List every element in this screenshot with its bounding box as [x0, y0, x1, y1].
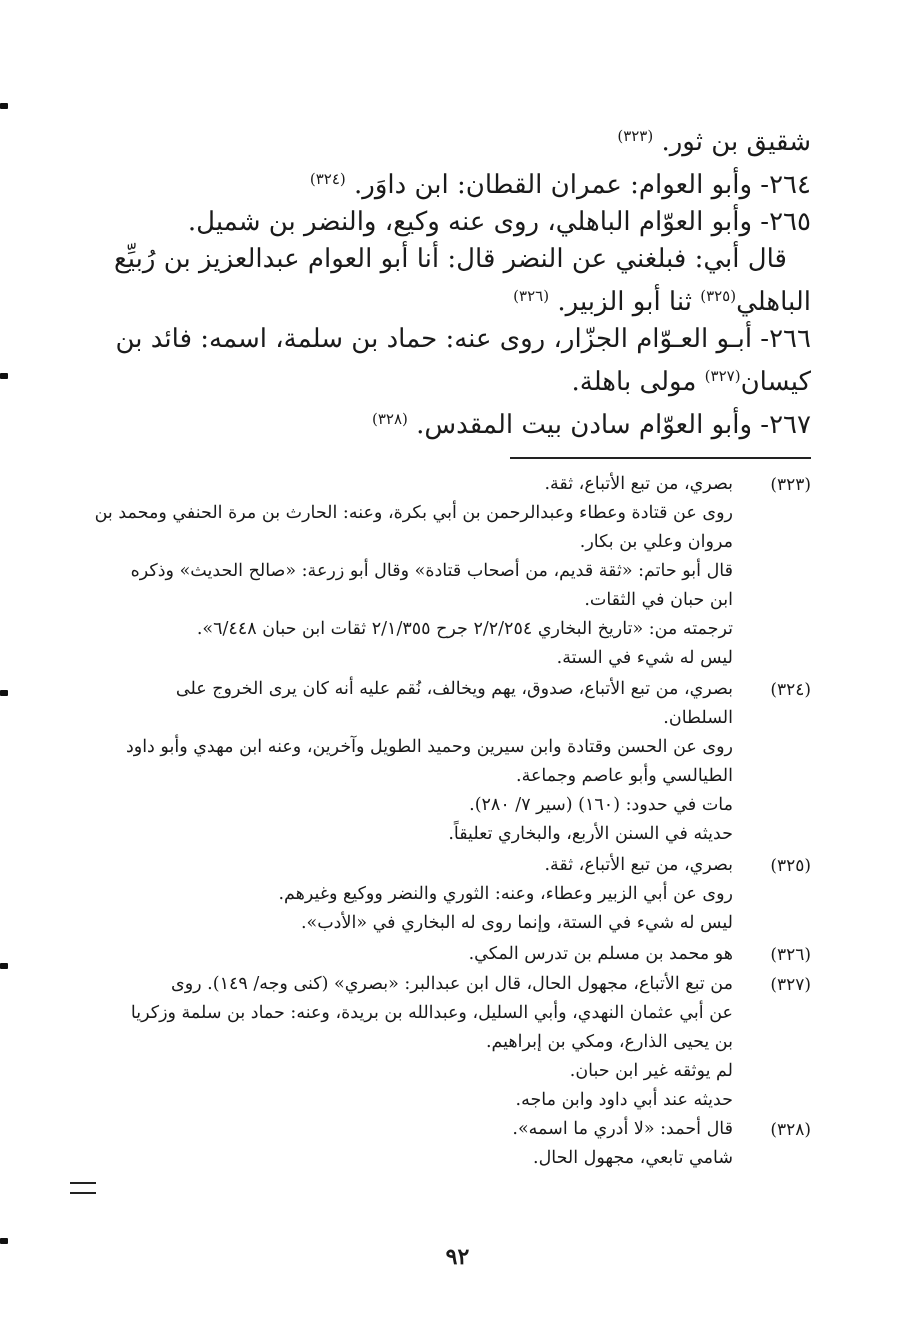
entry-265: ٢٦٥- وأبو العوّام الباهلي، روى عنه وكيع، والنضر بن شميل.: [187, 207, 811, 237]
footnote-line: ترجمته من: «تاريخ البخاري ٢/٢/٢٥٤ جرح ٢/١/٣٥٥ ثقات ابن حبان ٦/٤٤٨».: [196, 619, 733, 639]
footnote-line: من تبع الأتباع، مجهول الحال، قال ابن عبدالبر: «بصري» (كنى وجه/ ١٤٩). روى: [171, 974, 733, 994]
footnote-body: [111, 675, 733, 849]
main-line: شقيق بن ثور. $^{(٣٢٣)}$: [617, 127, 811, 157]
footnote-number: (٣٢٧): [770, 975, 811, 995]
footnote-line: قال أحمد: «لا أدري ما اسمه».: [512, 1119, 733, 1139]
footnote-body: [111, 851, 733, 938]
footnote-line: لم يوثقه غير ابن حبان.: [569, 1061, 733, 1081]
scan-edge-mark: [0, 690, 8, 696]
footnote-ref[interactable]: (٣٢٤): [309, 170, 346, 188]
main-line: الباهلي$^{(٣٢٥)}$ ثنا أبو الزبير. $^{(٣٢٦)}$: [513, 287, 811, 317]
entry-266: ٢٦٦- أبـو العـوّام الجزّار، روى عنه: حماد بن سلمة، اسمه: فائد بن: [115, 324, 811, 354]
scan-edge-mark: [0, 1238, 8, 1244]
footnote-body: [111, 1115, 733, 1173]
footnote-ref[interactable]: (٣٢٣): [617, 127, 654, 145]
footnote-line: حديثه في السنن الأربع، والبخاري تعليقاً.: [448, 824, 733, 844]
footnote-line: بصري، من تبع الأتباع، صدوق، يهم ويخالف، نُقم عليه أنه كان يرى الخروج على: [175, 679, 733, 699]
footnote-line: بصري، من تبع الأتباع، ثقة.: [544, 474, 733, 494]
footnote-number: (٣٢٥): [770, 856, 811, 876]
footnote-number: (٣٢٦): [770, 945, 811, 965]
scan-edge-mark: [0, 373, 8, 379]
main-text: [111, 118, 811, 444]
footnote-line: روى عن الحسن وقتادة وابن سيرين وحميد الطويل وآخرين، وعنه ابن مهدي وأبو داود: [125, 737, 733, 757]
main-line: كيسان$^{(٣٢٧)}$ مولى باهلة.: [571, 367, 811, 397]
footnote-ref[interactable]: (٣٢٨): [371, 410, 408, 428]
entry-267: ٢٦٧- وأبو العوّام سادن بيت المقدس. $^{(٣٢٨)}$: [371, 410, 811, 440]
footnote-ref[interactable]: (٣٢٥): [700, 287, 737, 305]
footnote-body: [95, 470, 733, 673]
page-number: ٩٢: [445, 1244, 470, 1270]
main-line: قال أبي: فبلغني عن النضر قال: أنا أبو العوام عبدالعزيز بن رُبيِّع: [113, 244, 787, 274]
footnote-327: [111, 970, 811, 1115]
footnote-325: [111, 851, 811, 938]
footnote-line: روى عن أبي الزبير وعطاء، وعنه: الثوري والنضر ووكيع وغيرهم.: [278, 884, 733, 904]
footnote-body: [111, 940, 733, 970]
footnote-line: ابن حبان في الثقات.: [584, 590, 733, 610]
footnote-body: [111, 970, 733, 1115]
entry-264: ٢٦٤- وأبو العوام: عمران القطان: ابن داوَر. $^{(٣٢٤)}$: [309, 170, 811, 200]
footnote-line: بصري، من تبع الأتباع، ثقة.: [544, 855, 733, 875]
footnote-line: بن يحيى الذارع، ومكي بن إبراهيم.: [485, 1032, 733, 1052]
scan-edge-mark: [0, 963, 8, 969]
footnote-323: [94, 470, 811, 673]
footnote-line: مروان وعلي بن بكار.: [579, 532, 733, 552]
footnote-number: (٣٢٤): [770, 680, 811, 700]
footnote-line: قال أبو حاتم: «ثقة قديم، من أصحاب قتادة» وقال أبو زرعة: «صالح الحديث» وذكره: [130, 561, 733, 581]
footnote-324: [111, 675, 811, 849]
footnote-line: عن أبي عثمان النهدي، وأبي السليل، وعبدالله بن بريدة، وعنه: حماد بن سلمة وزكريا: [130, 1003, 733, 1023]
footnote-326: [111, 940, 811, 970]
footnote-separator: [510, 457, 811, 459]
margin-mark: [70, 1182, 96, 1194]
footnote-line: مات في حدود: (١٦٠) (سير ٧/ ٢٨٠).: [469, 795, 733, 815]
footnote-line: السلطان.: [663, 708, 733, 728]
footnote-line: شامي تابعي، مجهول الحال.: [533, 1148, 733, 1168]
footnote-number: (٣٢٨): [770, 1120, 811, 1140]
scan-edge-mark: [0, 103, 8, 109]
footnote-line: روى عن قتادة وعطاء وعبدالرحمن بن أبي بكرة، وعنه: الحارث بن مرة الحنفي ومحمد بن: [94, 503, 733, 523]
footnote-line: ليس له شيء في الستة.: [556, 648, 733, 668]
footnote-number: (٣٢٣): [770, 475, 811, 495]
footnote-line: هو محمد بن مسلم بن تدرس المكي.: [468, 944, 733, 964]
footnote-line: حديثه عند أبي داود وابن ماجه.: [515, 1090, 733, 1110]
footnote-328: [111, 1115, 811, 1173]
footnote-ref[interactable]: (٣٢٦): [513, 287, 550, 305]
footnote-line: ليس له شيء في الستة، وإنما روى له البخاري في «الأدب».: [300, 913, 733, 933]
footnote-ref[interactable]: (٣٢٧): [704, 367, 741, 385]
footnotes: [94, 470, 811, 1173]
footnote-line: الطيالسي وأبو عاصم وجماعة.: [516, 766, 733, 786]
